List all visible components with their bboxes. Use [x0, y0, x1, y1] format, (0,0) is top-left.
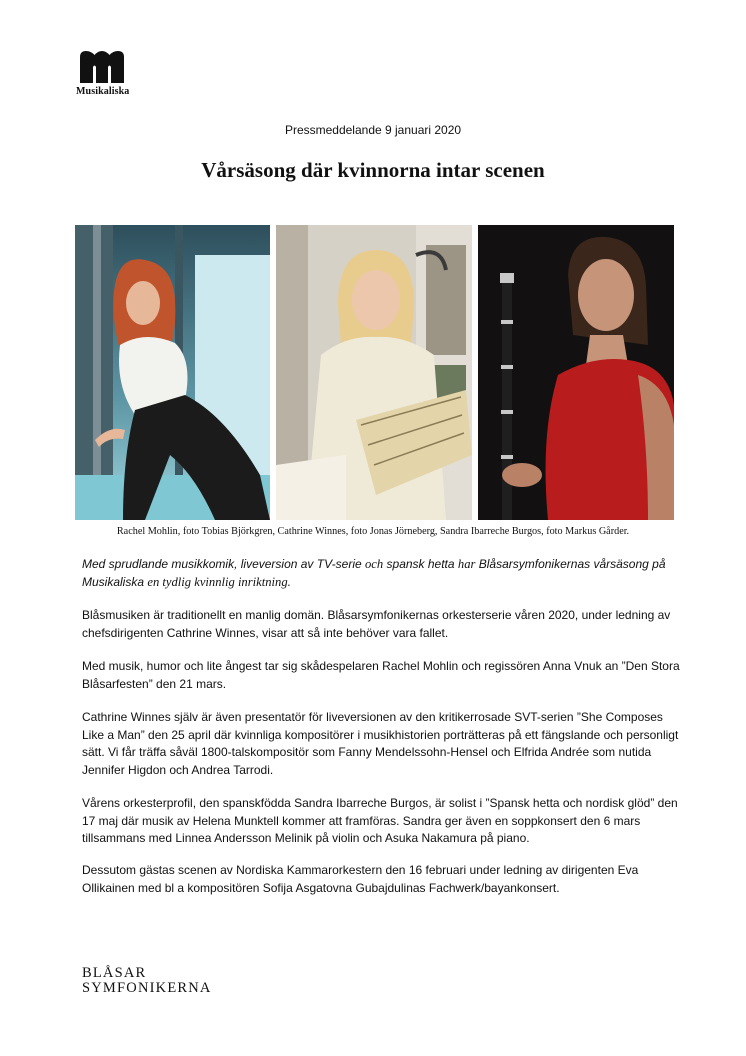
lead-part1: Med sprudlande musikkomik, liveversion av TV-serie: [82, 557, 365, 571]
lead-paragraph: [82, 556, 682, 591]
photo-cathrine-winnes: [276, 225, 472, 520]
body-paragraph: Blåsmusiken är traditionellt en manlig domän. Blåsarsymfonikernas orkesterserie våren 2020, under ledning av chefsdirigenten Cathrine Winnes, visar att så inte behöver vara fallet.: [82, 608, 671, 640]
body-paragraph: Vårens orkesterprofil, den spanskfödda Sandra Ibarreche Burgos, är solist i ”Spansk hetta och nordisk glöd” den 17 maj där musik av Helena Munktell kommer att framföras. Sandra ger även en soppkonsert den 6 mars tillsammans med Linnea Andersson Melinik på violin och Asuka Nakamura på piano.: [82, 796, 678, 845]
lead-part2: spansk hetta: [383, 557, 458, 571]
musikaliska-logo-icon: [80, 51, 124, 83]
body-paragraph: Dessutom gästas scenen av Nordiska Kammarorkestern den 16 februari under ledning av dirigenten Eva Ollikainen med bl a kompositören Sofija Asgatovna Gubajdulinas Fachwerk/bayankonsert.: [82, 863, 639, 895]
body-paragraph: Cathrine Winnes själv är även presentatör för liveversionen av den kritikerrosade SVT-serien ”She Composes Like a Man” den 25 april där kvinnliga kompositörer i musikhistorien porträtteras på ett fängslande och personligt sätt. Vi får träffa såväl 1800-talskompositör som Fanny Mendelssohn-Hensel och Elfrida Andrée som nutida Jennifer Higdon och Andrea Tarrodi.: [82, 710, 679, 777]
footer-logo-line1: BLÅSAR: [82, 965, 147, 981]
footer-logo-line2: SYMFONIKERNA: [82, 980, 212, 996]
photo-caption: Rachel Mohlin, foto Tobias Björkgren, Cathrine Winnes, foto Jonas Jörneberg, Sandra Ibarreche Burgos, foto Markus Gårder.: [116, 526, 630, 537]
musikaliska-logo: [76, 51, 136, 97]
logo-text: Musikaliska: [76, 86, 130, 97]
lead-part4: en tydlig kvinnlig inriktning.: [147, 574, 291, 589]
blasarsymfonikerna-logo: [82, 966, 212, 996]
body-paragraph: Med musik, humor och lite ångest tar sig skådespelaren Rachel Mohlin och regissören Anna Vnuk an ”Den Stora Blåsarfesten” den 21 mars.: [82, 659, 680, 691]
lead-part3: Blåsarsymfonikernas vårsäsong på Musikaliska: [82, 557, 666, 589]
lead-har: har: [457, 557, 476, 571]
photo-rachel-mohlin: [75, 225, 270, 520]
press-release-date: Pressmeddelande 9 januari 2020: [284, 123, 462, 137]
lead-och: och: [365, 557, 384, 571]
photo-sandra-ibarreche-burgos: [478, 225, 674, 520]
page-title: Vårsäsong där kvinnorna intar scenen: [201, 158, 545, 182]
